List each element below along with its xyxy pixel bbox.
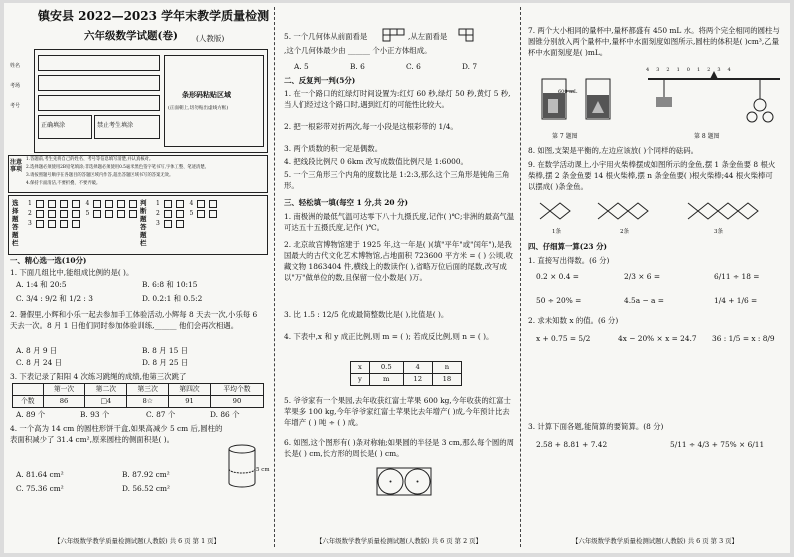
fill-q5: 5. 爷爷家有一个果园,去年收获红富士苹果 600 kg,今年收获的红富士苹果多 100 kg,今年爷爷家红富士苹果比去年增产( )成,今年预计比去年增产 ( ) 吨 ÷ ( ) 成。 — [284, 396, 511, 427]
room-field[interactable] — [38, 75, 160, 91]
q4-stem: 4. 一个高为 14 cm 的圆柱形饼干盒,如果高减少 5 cm 后,圆柱的表面积减少了 31.4 cm²,原来圆柱的侧面积是( )。 — [10, 424, 223, 444]
page-footer: 【六年级数学教学质量检测试题(人教版) 共 6 页 第 2 页】 — [316, 537, 482, 545]
fill-q1: 1. 南极洲的最低气温可达零下八十九摄氏度,记作( )℃;非洲的最高气温可达五十五摄氏度,记作( )℃。 — [284, 212, 515, 232]
ruler-tick: 1 — [676, 67, 687, 73]
barcode-area — [164, 55, 264, 147]
xy-cell: n — [432, 362, 461, 374]
q3-header-cell: 第四次 — [169, 384, 211, 396]
fish-label-1: 1条 — [552, 229, 561, 235]
barcode-area-label: 条形码粘贴区域 — [182, 90, 231, 99]
q3-cell: □4 — [85, 396, 127, 408]
notice-line-1: 1.答题前,考生先将自己的姓名、考号等信息填写清楚,并认真核对。 — [26, 157, 154, 162]
fish-label-2: 2条 — [620, 229, 629, 235]
measuring-cups-figure — [540, 65, 620, 127]
judge-label: 判断题答题栏 — [140, 199, 147, 247]
fill-q2: 2. 北京故宫博物馆建于 1925 年,这一年是( )(填"平年"或"闰年"),是我国最大的古代文化艺术博物馆,占地面积 723600 平方米 = ( ) 公顷,收藏文物 1863404 件,横线上的数读作( ),省略万位后面的尾数,改写成以"万"做单位的数,且保留一位小数是( )万。 — [284, 240, 513, 282]
q5-option-a: A. 5 — [294, 62, 309, 71]
fill-q6: 6. 如图,这个图形有( )条对称轴;如果圆的半径是 3 cm,那么每个圆的周长是( ) cm,长方形的周长是( ) cm。 — [284, 438, 515, 458]
q4-option-c: C. 75.36 cm² — [16, 484, 64, 493]
fill-q9: 9. 在数学活动课上,小宇用火柴棒摆成如图所示的金鱼,摆 1 条金鱼要 8 根火柴棒,摆 2 条金鱼要 14 根火柴棒,摆 n 条金鱼要( )根火柴棒;44 根火柴棒可以摆成( )条金鱼。 — [528, 160, 776, 191]
column-divider — [274, 7, 275, 547]
ruler-tick: 2 — [666, 67, 677, 73]
q3-cell: 8☆ — [127, 396, 169, 408]
q1-option-a: A. 1:4 和 20:5 — [16, 280, 67, 289]
q1-stem: 1. 下面几组比中,能组成比例的是( )。 — [10, 268, 134, 277]
name-field[interactable] — [38, 55, 160, 71]
judge-q2: 2. 把一根彩带对折两次,每一小段是这根彩带的 1/4。 — [284, 122, 458, 131]
fish-label-3: 3条 — [714, 229, 723, 235]
q3-option-b: B. 93 个 — [80, 410, 110, 419]
q2-option-a: A. 8 月 9 日 — [16, 346, 58, 355]
equation-item: x + 0.75 = 5/2 — [536, 334, 591, 343]
choice-grid[interactable]: 1 4 2 5 3 — [28, 199, 139, 229]
left-view-icon — [458, 28, 476, 42]
page-2 — [280, 3, 518, 553]
ruler-tick: 4 — [727, 67, 738, 73]
fill-q3: 3. 比 1.5 : 12/5 化成最简整数比是( ),比值是( )。 — [284, 310, 449, 319]
page-footer: 【六年级数学教学质量检测试题(人教版) 共 6 页 第 3 页】 — [572, 537, 738, 545]
q3-header-cell: 第三次 — [127, 384, 169, 396]
field-id-label: 考号 — [10, 103, 21, 109]
page-1 — [4, 3, 270, 553]
fill-q7: 7. 两个大小相同的量杯中,量杯都盛有 450 mL 水。将两个完全相同的圆柱与圆锥分别放入两个量杯中,量杯中水面刻度如图所示,圆柱的体积是( )cm³,乙量杯中水面刻度是( )mL。 — [528, 26, 780, 57]
section-3-heading: 三、轻松填一填(每空 1 分,共 20 分) — [284, 198, 408, 207]
xy-cell: 4 — [403, 362, 432, 374]
simplify-item: 5/11 ÷ 4/3 + 75% × 6/11 — [670, 440, 765, 449]
matchstick-fish-figure — [538, 199, 778, 225]
q3-option-c: C. 87 个 — [146, 410, 176, 419]
q1-option-b: B. 6:8 和 10:15 — [142, 280, 198, 289]
balance-figure — [644, 67, 784, 129]
notice-line-4: 4.保持卡面清洁,不要折叠、不要弄破。 — [26, 181, 101, 186]
q3-table — [12, 383, 264, 408]
cylinder-label: 5 cm — [256, 467, 270, 473]
fill-q4: 4. 下表中,x 和 y 成正比例,则 m = ( ); 若成反比例,则 n = ( )。 — [284, 332, 494, 341]
calc-item: 4.5a − a = — [624, 296, 664, 305]
q3-header-cell: 第二次 — [85, 384, 127, 396]
judge-q3: 3. 两个质数的积一定是偶数。 — [284, 144, 383, 153]
calc-q3-stem: 3. 计算下面各题,能简算的要简算。(8 分) — [528, 422, 664, 431]
calc-q2-stem: 2. 求未知数 x 的值。(6 分) — [528, 316, 619, 325]
column-divider — [520, 7, 521, 547]
notice-title: 注意事项 — [10, 159, 23, 173]
xy-cell: 0.5 — [369, 362, 403, 374]
section-2-heading: 二、反复判一判(5分) — [284, 76, 356, 85]
exam-title: 镇安县 2022—2023 学年末教学质量检测 — [38, 9, 270, 23]
calc-item: 1/4 + 1/6 = — [714, 296, 758, 305]
simplify-item: 2.58 + 8.81 + 7.42 — [536, 440, 608, 449]
calc-item: 2/3 × 6 = — [624, 272, 661, 281]
judge-q1: 1. 在一个路口的红绿灯时间设置为:红灯 60 秒,绿灯 50 秒,黄灯 5 秒,当人们经过这个路口时,遇到红灯的可能性比较大。 — [284, 89, 511, 109]
q1-option-d: D. 0.2:1 和 0.5:2 — [142, 294, 203, 303]
q4-option-d: D. 56.52 cm² — [122, 484, 170, 493]
q3-option-a: A. 89 个 — [16, 410, 46, 419]
xy-cell: 18 — [432, 374, 461, 386]
id-field[interactable] — [38, 95, 160, 111]
q3-header-cell: 平均个数 — [210, 384, 263, 396]
judge-q5: 5. 一个三角形三个内角的度数比是 1:2:3,那么这个三角形是钝角三角形。 — [284, 170, 510, 190]
equation-item: 4x − 20% × x = 24.7 — [618, 334, 697, 343]
cup-scale-label: 600 mL — [558, 89, 578, 95]
figure-8-caption: 第 8 题图 — [694, 133, 720, 140]
q3-cell: 90 — [210, 396, 263, 408]
q3-option-d: D. 86 个 — [210, 410, 240, 419]
q5-stem-b: ,从左面看是 — [408, 32, 448, 41]
q3-stem: 3. 下表记录了阳阳 4 次练习跳绳的成绩,他第三次跳了 — [10, 372, 187, 381]
q2-option-c: C. 8 月 24 日 — [16, 358, 63, 367]
q5-option-d: D. 7 — [462, 62, 478, 71]
section-4-heading: 四、仔细算一算(23 分) — [528, 242, 607, 251]
notice-line-3: 3.请按照题号顺序在各题目的答题区域内作答,超出答题区域书写的答案无效。 — [26, 173, 174, 178]
barcode-note: (正面朝上,切勿贴出虚线方框) — [168, 106, 229, 111]
ruler-tick: 4 — [646, 67, 657, 73]
section-1-heading: 一、精心选一选(10分) — [10, 256, 87, 265]
q3-header-cell — [13, 384, 44, 396]
field-room-label: 考场 — [10, 83, 21, 89]
front-view-icon — [382, 28, 406, 42]
ruler-tick: 3 — [656, 67, 667, 73]
q5-stem-a: 5. 一个几何体从前面看是 — [284, 32, 368, 41]
q5-option-c: C. 6 — [406, 62, 421, 71]
q4-option-a: A. 81.64 cm² — [16, 470, 64, 479]
figure-7-caption: 第 7 题图 — [552, 133, 578, 140]
q1-option-c: C. 3/4 : 9/2 和 1/2 : 3 — [16, 294, 93, 303]
notice-line-2: 2.选择题必须使用2B铅笔填涂;非选择题必须使用0.5毫米黑色签字笔书写,字体工整、笔迹清楚。 — [26, 165, 209, 170]
ruler-tick: 1 — [696, 67, 708, 73]
two-circles-figure — [376, 467, 432, 497]
xy-cell: x — [351, 362, 370, 374]
xy-table — [350, 361, 462, 386]
q4-option-b: B. 87.92 cm² — [122, 470, 170, 479]
q5-option-b: B. 6 — [350, 62, 365, 71]
exam-edition: (人教版) — [196, 34, 225, 43]
xy-cell: 12 — [403, 374, 432, 386]
calc-q1-stem: 1. 直接写出得数。(6 分) — [528, 256, 610, 265]
equation-item: 36 : 1/5 = x : 8/9 — [712, 334, 775, 343]
exam-sheet — [4, 3, 790, 553]
q3-header-cell: 第一次 — [43, 384, 85, 396]
exam-subtitle: 六年级数学试题(卷) — [84, 30, 178, 42]
q3-cell: 91 — [169, 396, 211, 408]
ruler-tick: 2 — [707, 67, 718, 73]
page-footer: 【六年级数学教学质量检测试题(人教版) 共 6 页 第 1 页】 — [54, 537, 220, 545]
q2-option-b: B. 8 月 15 日 — [142, 346, 189, 355]
q2-option-d: D. 8 月 25 日 — [142, 358, 189, 367]
fill-q8: 8. 如图,支架是平衡的,左边应该放( )个同样的砝码。 — [528, 146, 699, 155]
absent-correct-label: 正确填涂 — [41, 122, 66, 129]
page-3 — [524, 3, 786, 553]
choice-label: 选择题答题栏 — [12, 199, 19, 247]
q5-stem-c: ,这个几何体最少由 ______ 个小正方体组成。 — [284, 46, 432, 55]
balance-scale-labels — [646, 65, 738, 76]
absent-forbid-label: 禁止考生填涂 — [97, 122, 134, 129]
q2-stem: 2. 暑假里,小辉和小乐一起去参加手工体验活动,小辉每 8 天去一次,小乐每 6 天去一次。8 月 1 日他们同时参加体验训练,______ 他们会再次相遇。 — [10, 310, 258, 330]
calc-item: 0.2 × 0.4 = — [536, 272, 579, 281]
judge-q4: 4. 把线段比例尺 0 6km 改写成数值比例尺是 1:6000。 — [284, 157, 468, 166]
xy-cell: y — [351, 374, 370, 386]
judge-grid[interactable]: 1 4 2 5 3 — [156, 199, 219, 229]
ruler-tick: 3 — [717, 67, 728, 73]
xy-cell: m — [369, 374, 403, 386]
calc-item: 6/11 ÷ 18 = — [714, 272, 760, 281]
q3-cell: 86 — [43, 396, 85, 408]
calc-item: 50 ÷ 20% = — [536, 296, 582, 305]
field-name-label: 姓名 — [10, 63, 21, 69]
ruler-tick: 0 — [686, 67, 697, 73]
q3-cell: 个数 — [13, 396, 44, 408]
